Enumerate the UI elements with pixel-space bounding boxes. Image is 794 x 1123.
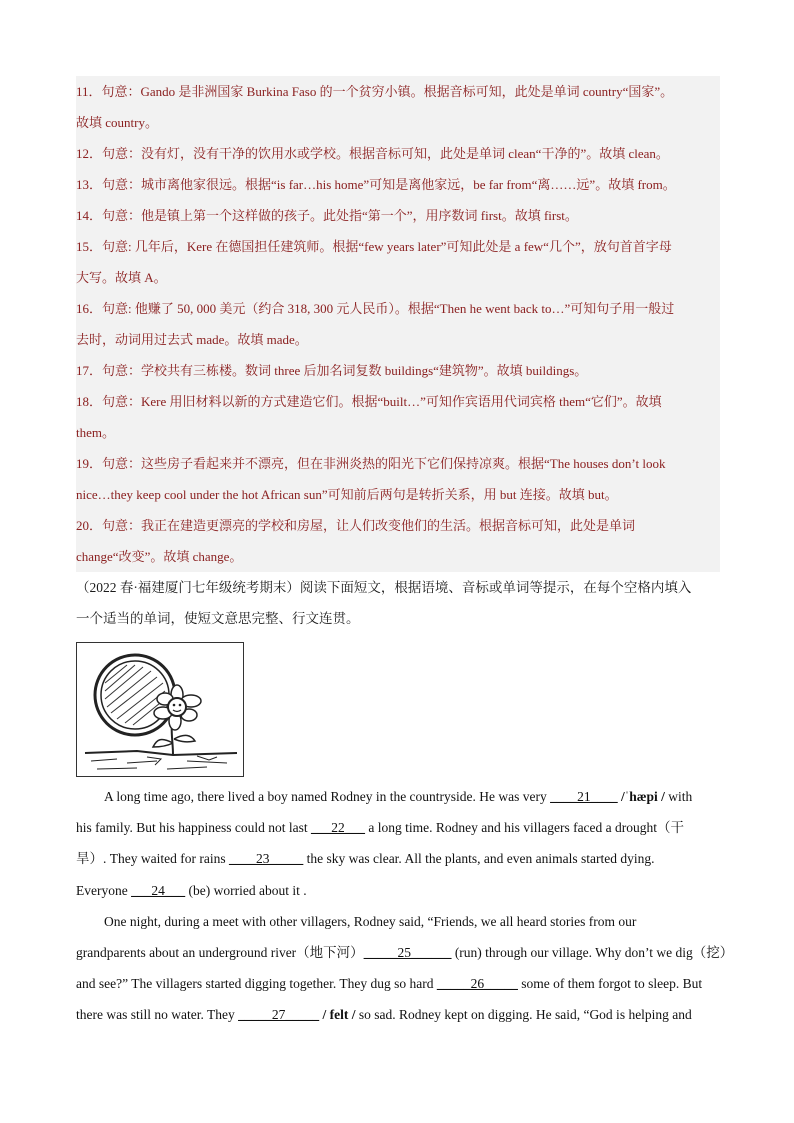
answer-line: 13．句意：城市离他家很远。根据“is far…his home”可知是离他家远，be far from“离……远”。故填 from。 — [76, 177, 676, 192]
answer-line: 19．句意：这些房子看起来并不漂亮，但在非洲炎热的阳光下它们保持凉爽。根据“The houses don’t look — [76, 456, 666, 471]
answer-line: 18．句意：Kere 用旧材料以新的方式建造它们。根据“built…”可知作宾语用代词宾格 them“它们”。故填 — [76, 394, 662, 409]
phonetic-hint: /ˈhæpi / — [617, 789, 665, 804]
answer-explanations — [76, 76, 720, 572]
blank-23[interactable]: ____23_____ — [228, 851, 304, 867]
answer-line: 去时，动词用过去式 made。故填 made。 — [76, 332, 308, 347]
illustration-sun-flower — [76, 642, 244, 777]
passage-line: Everyone ___24___ (be) worried about it . — [76, 882, 307, 898]
answer-line: 15．句意: 几年后，Kere 在德国担任建筑师。根据“few years later”可知此处是 a few“几个”，放句首首字母 — [76, 239, 672, 254]
answer-line: 大写。故填 A。 — [76, 270, 167, 285]
blank-27[interactable]: _____27_____ — [238, 1007, 320, 1023]
blank-21[interactable]: ____21____ — [550, 789, 618, 804]
answer-line: 14．句意：他是镇上第一个这样做的孩子。此处指“第一个”，用序数词 first。故填 first。 — [76, 208, 578, 223]
answer-line: them。 — [76, 425, 115, 440]
passage-line: and see?” The villagers started digging together. They dug so hard _____26_____ some of them forgot to sleep. But — [76, 976, 703, 992]
section-intro — [76, 572, 720, 634]
passage-line: One night, during a meet with other villagers, Rodney said, “Friends, we all heard stories from our — [104, 913, 637, 929]
phonetic-hint: / felt / — [319, 1007, 356, 1023]
page — [76, 76, 734, 1031]
passage-line: there was still no water. They _____27_____ / felt / so sad. Rodney kept on digging. He said, “God is helping and — [76, 1007, 692, 1023]
blank-22[interactable]: ___22___ — [310, 820, 365, 836]
blank-26[interactable]: _____26_____ — [436, 976, 518, 992]
answer-line: 11．句意：Gando 是非洲国家 Burkina Faso 的一个贫穷小镇。根据音标可知，此处是单词 country“国家”。 — [76, 84, 674, 99]
passage-line: A long time ago, there lived a boy named Rodney in the countryside. He was very ____21____ /ˈhæpi / with — [104, 789, 693, 804]
blank-25[interactable]: _____25______ — [363, 944, 452, 960]
answer-line: 12．句意：没有灯，没有干净的饮用水或学校。根据音标可知，此处是单词 clean“干净的”。故填 clean。 — [76, 146, 669, 161]
passage-line: 旱）. They waited for rains ____23_____ the sky was clear. All the plants, and even animals started dying. — [76, 851, 655, 867]
passage — [76, 781, 734, 1031]
blank-24[interactable]: ___24___ — [131, 882, 186, 898]
answer-line: nice…they keep cool under the hot African sun”可知前后两句是转折关系，用 but 连接。故填 but。 — [76, 487, 618, 502]
passage-line: grandparents about an underground river（地下河）_____25______ (run) through our village. Why don’t we dig（挖） — [76, 944, 734, 960]
answer-line: change“改变”。故填 change。 — [76, 549, 243, 564]
answer-line: 17．句意：学校共有三栋楼。数词 three 后加名词复数 buildings“建筑物”。故填 buildings。 — [76, 363, 588, 378]
sun-flower-drawing — [77, 643, 243, 776]
answer-line: 20．句意：我正在建造更漂亮的学校和房屋，让人们改变他们的生活。根据音标可知，此处是单词 — [76, 518, 636, 533]
passage-line: his family. But his happiness could not last ___22___ a long time. Rodney and his villagers faced a drought（干 — [76, 820, 685, 836]
answer-line: 16．句意: 他赚了 50, 000 美元（约合 318, 300 元人民币）。根据“Then he went back to…”可知句子用一般过 — [76, 301, 675, 316]
answer-line: 故填 country。 — [76, 115, 158, 130]
intro-line: 一个适当的单词，使短文意思完整、行文连贯。 — [76, 611, 360, 626]
intro-line: （2022 春·福建厦门七年级统考期末）阅读下面短文，根据语境、音标或单词等提示，在每个空格内填入 — [76, 580, 692, 595]
